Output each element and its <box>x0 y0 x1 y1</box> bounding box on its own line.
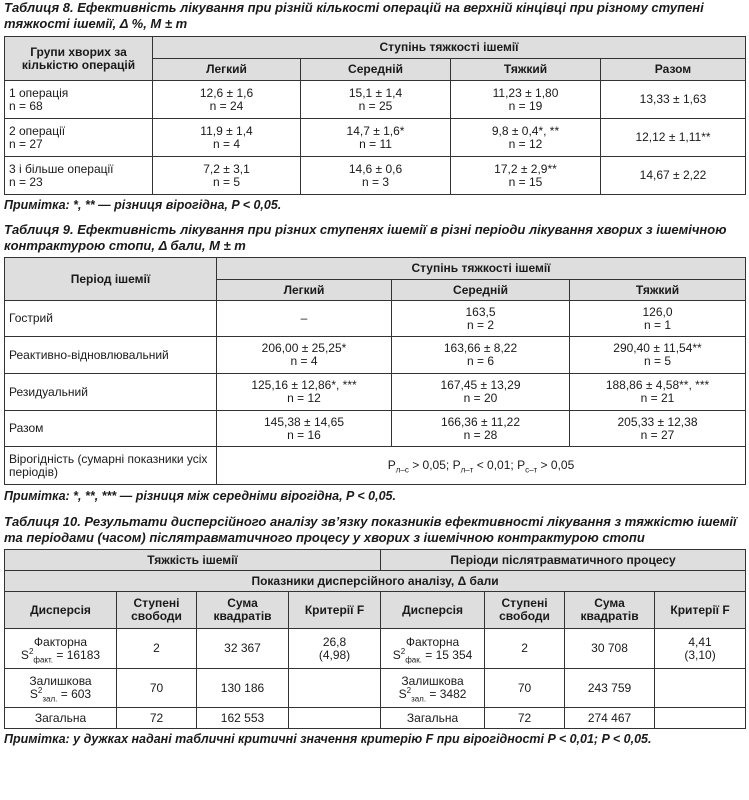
value-cell: 11,9 ± 1,4 n = 4 <box>153 119 301 157</box>
f-cell <box>289 708 381 729</box>
value-cell: 206,00 ± 25,25* n = 4 <box>217 337 392 374</box>
table10 <box>4 549 746 729</box>
table9-col-moderate: Середній <box>392 280 570 301</box>
dispersion-cell: Загальна <box>5 708 117 729</box>
ss-cell: 243 759 <box>565 669 655 708</box>
table-row <box>5 629 746 669</box>
df-cell: 70 <box>485 669 565 708</box>
table10-col-df: Ступені свободи <box>485 592 565 629</box>
dispersion-cell: Загальна <box>381 708 485 729</box>
table8-col-moderate: Середній <box>301 59 451 81</box>
table-row <box>5 669 746 708</box>
ss-cell: 130 186 <box>197 669 289 708</box>
ss-cell: 162 553 <box>197 708 289 729</box>
table-row <box>5 337 746 374</box>
value-cell: 125,16 ± 12,86*, *** n = 12 <box>217 374 392 411</box>
table9-header-severity: Ступінь тяжкості ішемії <box>217 258 746 280</box>
table-row <box>5 708 746 729</box>
df-cell: 70 <box>117 669 197 708</box>
value-cell: – <box>217 301 392 337</box>
table9-header-period: Період ішемії <box>5 258 217 301</box>
value-cell: 290,40 ± 11,54** n = 5 <box>570 337 746 374</box>
table10-col-f: Критерії F <box>655 592 746 629</box>
value-cell: 14,7 ± 1,6* n = 11 <box>301 119 451 157</box>
table10-col-ss: Сума квадратів <box>565 592 655 629</box>
f-cell: 4,41 (3,10) <box>655 629 746 669</box>
ss-cell: 32 367 <box>197 629 289 669</box>
table10-header-anova: Показники дисперсійного аналізу, Δ бали <box>5 571 746 592</box>
df-cell: 72 <box>117 708 197 729</box>
dispersion-cell: Факторна $S^2_{фак.} = 15$ 354 <box>381 629 485 669</box>
dispersion-cell: Залишкова $S^2_{зал.} = 603$ <box>5 669 117 708</box>
table8 <box>4 36 746 195</box>
significance-label: Вірогідність (сумарні показники усіх періодів) <box>5 447 217 485</box>
df-cell: 2 <box>117 629 197 669</box>
table10-note: Примітка: у дужках надані табличні критичні значення критерію F при вірогідності P < 0,01; P < 0,05. <box>4 732 652 746</box>
value-cell: 17,2 ± 2,9** n = 15 <box>451 157 601 195</box>
value-cell: 15,1 ± 1,4 n = 25 <box>301 81 451 119</box>
value-cell: 145,38 ± 14,65 n = 16 <box>217 411 392 447</box>
table9-col-mild: Легкий <box>217 280 392 301</box>
significance-value: $P_{л-с} > 0,05$; $P_{л-т} < 0,01$; $P_{с-т} > 0,05$ <box>217 447 746 485</box>
df-cell: 2 <box>485 629 565 669</box>
table10-col-dispersion: Дисперсія <box>5 592 117 629</box>
table-row <box>5 119 746 157</box>
table8-col-total: Разом <box>601 59 746 81</box>
table8-note: Примітка: *, ** — різниця вірогідна, P < 0,05. <box>4 198 282 212</box>
value-cell: 205,33 ± 12,38 n = 27 <box>570 411 746 447</box>
f-cell <box>289 669 381 708</box>
table9-note: Примітка: *, **, *** — різниця між середніми вірогідна, P < 0,05. <box>4 489 396 503</box>
value-cell: 126,0 n = 1 <box>570 301 746 337</box>
ss-cell: 274 467 <box>565 708 655 729</box>
df-cell: 72 <box>485 708 565 729</box>
value-cell: 188,86 ± 4,58**, *** n = 21 <box>570 374 746 411</box>
table10-col-dispersion: Дисперсія <box>381 592 485 629</box>
period-cell: Резидуальний <box>5 374 217 411</box>
table10-col-f: Критерії F <box>289 592 381 629</box>
total-cell: 14,67 ± 2,22 <box>601 157 746 195</box>
table-row <box>5 81 746 119</box>
table8-caption: Таблиця 8. Ефективність лікування при різній кількості операцій на верхній кінцівці при різному ступені тяжкості ішемії, Δ %, M ± m <box>4 0 704 31</box>
total-cell: 13,33 ± 1,63 <box>601 81 746 119</box>
table10-col-ss: Сума квадратів <box>197 592 289 629</box>
table8-col-mild: Легкий <box>153 59 301 81</box>
group-cell: 3 і більше операції n = 23 <box>5 157 153 195</box>
table-row <box>5 411 746 447</box>
table9-caption: Таблиця 9. Ефективність лікування при різних ступенях ішемії в різні періоди лікування хворих з ішемічною контрактурою стопи, Δ бали, M ± m <box>4 222 727 253</box>
dispersion-cell: Факторна $S^2_{факт.} = 16183$ <box>5 629 117 669</box>
table10-header-severity: Тяжкість ішемії <box>5 550 381 571</box>
value-cell: 14,6 ± 0,6 n = 3 <box>301 157 451 195</box>
f-cell <box>655 669 746 708</box>
table9-col-severe: Тяжкий <box>570 280 746 301</box>
value-cell: 9,8 ± 0,4*, ** n = 12 <box>451 119 601 157</box>
total-cell: 12,12 ± 1,11** <box>601 119 746 157</box>
value-cell: 7,2 ± 3,1 n = 5 <box>153 157 301 195</box>
table10-header-periods: Періоди післятравматичного процесу <box>381 550 746 571</box>
table10-col-df: Ступені свободи <box>117 592 197 629</box>
value-cell: 167,45 ± 13,29 n = 20 <box>392 374 570 411</box>
table8-header-severity: Ступінь тяжкості ішемії <box>153 37 746 59</box>
table8-header-groups: Групи хворих за кількістю операцій <box>5 37 153 81</box>
value-cell: 12,6 ± 1,6 n = 24 <box>153 81 301 119</box>
f-cell: 26,8 (4,98) <box>289 629 381 669</box>
table-row <box>5 301 746 337</box>
table-row <box>5 447 746 485</box>
period-cell: Разом <box>5 411 217 447</box>
value-cell: 11,23 ± 1,80 n = 19 <box>451 81 601 119</box>
table-row <box>5 157 746 195</box>
value-cell: 163,66 ± 8,22 n = 6 <box>392 337 570 374</box>
group-cell: 2 операції n = 27 <box>5 119 153 157</box>
value-cell: 166,36 ± 11,22 n = 28 <box>392 411 570 447</box>
ss-cell: 30 708 <box>565 629 655 669</box>
dispersion-cell: Залишкова $S^2_{зал.} = 3482$ <box>381 669 485 708</box>
f-cell <box>655 708 746 729</box>
value-cell: 163,5 n = 2 <box>392 301 570 337</box>
table9 <box>4 257 746 485</box>
table10-caption: Таблиця 10. Результати дисперсійного аналізу зв’язку показників ефективності лікування з тяжкістю ішемії та періодами (часом) післятравматичного процесу у хворих з ішемічною контрактурою стопи <box>4 514 737 545</box>
period-cell: Гострий <box>5 301 217 337</box>
table8-col-severe: Тяжкий <box>451 59 601 81</box>
period-cell: Реактивно-відновлювальний <box>5 337 217 374</box>
table-row <box>5 374 746 411</box>
group-cell: 1 операція n = 68 <box>5 81 153 119</box>
